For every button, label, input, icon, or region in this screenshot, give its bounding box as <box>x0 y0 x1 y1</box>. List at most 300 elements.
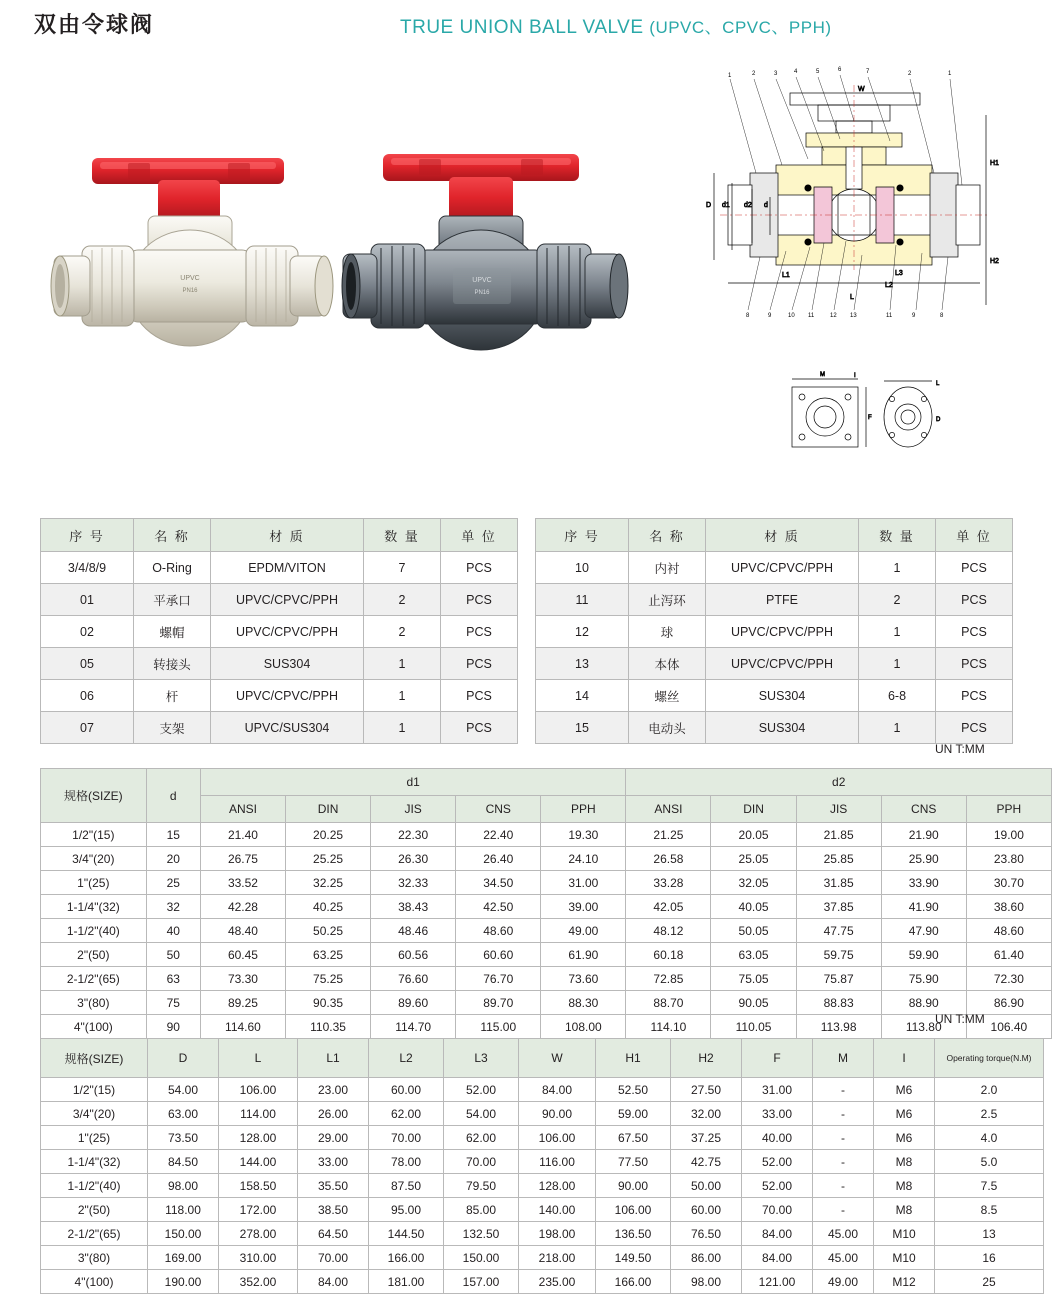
cell-d1-pph: 31.00 <box>541 871 626 895</box>
col-L3: L3 <box>444 1039 519 1078</box>
cell-size: 3/4"(20) <box>41 1102 148 1126</box>
cell-d2-jis: 37.85 <box>796 895 881 919</box>
cell-torque: 4.0 <box>935 1126 1044 1150</box>
svg-text:5: 5 <box>816 69 820 75</box>
cell-no: 12 <box>536 616 629 648</box>
cell-L3: 85.00 <box>444 1198 519 1222</box>
table-row <box>41 871 1052 895</box>
cell-M: 45.00 <box>813 1246 874 1270</box>
cell-unit: PCS <box>936 616 1013 648</box>
cell-d1-ansi: 21.40 <box>200 823 285 847</box>
cell-qty: 1 <box>364 712 441 744</box>
table-row <box>41 919 1052 943</box>
col-d2-pph: PPH <box>966 796 1051 823</box>
cell-H2: 76.50 <box>671 1222 742 1246</box>
col-L1: L1 <box>298 1039 369 1078</box>
cell-d1-din: 40.25 <box>286 895 371 919</box>
table-row <box>41 1015 1052 1039</box>
table-row <box>41 1150 1044 1174</box>
svg-text:1: 1 <box>728 73 732 79</box>
cell-no: 14 <box>536 680 629 712</box>
cell-d2-ansi: 114.10 <box>626 1015 711 1039</box>
cell-I: M10 <box>874 1246 935 1270</box>
table-row <box>41 823 1052 847</box>
dimension-table-main <box>40 1038 1044 1294</box>
cell-M: - <box>813 1198 874 1222</box>
table-row <box>41 847 1052 871</box>
svg-text:H2: H2 <box>990 258 999 265</box>
col-size: 规格(SIZE) <box>41 769 147 823</box>
cell-d2-cns: 75.90 <box>881 967 966 991</box>
cell-L2: 78.00 <box>369 1150 444 1174</box>
cell-d2-din: 63.05 <box>711 943 796 967</box>
col-d1-group: d1 <box>200 769 625 796</box>
cell-L3: 132.50 <box>444 1222 519 1246</box>
cell-M: - <box>813 1126 874 1150</box>
cell-qty: 2 <box>364 584 441 616</box>
sectional-drawing <box>690 55 1020 335</box>
cell-d1-din: 50.25 <box>286 919 371 943</box>
table-header-row <box>41 519 518 552</box>
cell-L3: 62.00 <box>444 1126 519 1150</box>
svg-text:d1: d1 <box>722 202 730 209</box>
cell-torque: 7.5 <box>935 1174 1044 1198</box>
cell-d1-jis: 22.30 <box>371 823 456 847</box>
svg-text:L: L <box>936 381 940 387</box>
cell-d2-din: 20.05 <box>711 823 796 847</box>
cell-D: 150.00 <box>148 1222 219 1246</box>
cell-torque: 2.0 <box>935 1078 1044 1102</box>
cell-d2-pph: 23.80 <box>966 847 1051 871</box>
svg-text:L: L <box>850 294 854 301</box>
cell-name: 支架 <box>134 712 211 744</box>
cell-d2-pph: 19.00 <box>966 823 1051 847</box>
col-d2-cns: CNS <box>881 796 966 823</box>
cell-d1-ansi: 48.40 <box>200 919 285 943</box>
svg-text:1: 1 <box>948 71 952 77</box>
cell-d1-jis: 32.33 <box>371 871 456 895</box>
cell-L3: 150.00 <box>444 1246 519 1270</box>
cell-d1-pph: 88.30 <box>541 991 626 1015</box>
svg-text:6: 6 <box>838 67 842 73</box>
cell-d1-pph: 61.90 <box>541 943 626 967</box>
cell-d2-ansi: 21.25 <box>626 823 711 847</box>
cell-H1: 90.00 <box>596 1174 671 1198</box>
cell-d1-din: 110.35 <box>286 1015 371 1039</box>
cell-d2-jis: 25.85 <box>796 847 881 871</box>
cell-unit: PCS <box>936 712 1013 744</box>
svg-text:L2: L2 <box>885 282 893 289</box>
unit-note-2: UN T:MM <box>935 1012 985 1026</box>
cell-name: 平承口 <box>134 584 211 616</box>
cell-qty: 1 <box>364 648 441 680</box>
cell-I: M8 <box>874 1174 935 1198</box>
cell-D: 73.50 <box>148 1126 219 1150</box>
cell-d1-jis: 38.43 <box>371 895 456 919</box>
cell-d1-pph: 108.00 <box>541 1015 626 1039</box>
cell-M: - <box>813 1150 874 1174</box>
cell-L2: 95.00 <box>369 1198 444 1222</box>
cell-L: 352.00 <box>219 1270 298 1294</box>
col-d: d <box>146 769 200 823</box>
table-row <box>41 616 518 648</box>
svg-text:13: 13 <box>850 313 857 319</box>
cell-torque: 2.5 <box>935 1102 1044 1126</box>
svg-text:D: D <box>936 417 941 423</box>
table-row <box>41 1174 1044 1198</box>
svg-text:8: 8 <box>940 313 944 319</box>
cell-L3: 79.50 <box>444 1174 519 1198</box>
cell-H1: 67.50 <box>596 1126 671 1150</box>
cell-W: 198.00 <box>519 1222 596 1246</box>
cell-d1-cns: 42.50 <box>456 895 541 919</box>
col-H2: H2 <box>671 1039 742 1078</box>
cell-M: - <box>813 1078 874 1102</box>
cell-I: M8 <box>874 1198 935 1222</box>
col-d2-jis: JIS <box>796 796 881 823</box>
cell-d: 15 <box>146 823 200 847</box>
cell-size: 1-1/2"(40) <box>41 919 147 943</box>
svg-text:M: M <box>820 372 825 378</box>
page-title-en-main: TRUE UNION BALL VALVE <box>400 17 644 38</box>
cell-H2: 98.00 <box>671 1270 742 1294</box>
col-torque: Operating torque(N.M) <box>935 1039 1044 1078</box>
svg-text:UPVC: UPVC <box>472 277 492 284</box>
cell-L: 310.00 <box>219 1246 298 1270</box>
cell-material: UPVC/CPVC/PPH <box>706 552 859 584</box>
cell-d2-jis: 88.83 <box>796 991 881 1015</box>
cell-size: 1"(25) <box>41 871 147 895</box>
cell-size: 1-1/4"(32) <box>41 895 147 919</box>
cell-qty: 1 <box>859 712 936 744</box>
cell-I: M8 <box>874 1150 935 1174</box>
cell-F: 52.00 <box>742 1150 813 1174</box>
cell-d2-ansi: 60.18 <box>626 943 711 967</box>
cell-unit: PCS <box>936 552 1013 584</box>
svg-text:PN16: PN16 <box>182 288 198 294</box>
cell-L1: 64.50 <box>298 1222 369 1246</box>
cell-d1-cns: 34.50 <box>456 871 541 895</box>
cell-material: PTFE <box>706 584 859 616</box>
cell-H1: 136.50 <box>596 1222 671 1246</box>
cell-qty: 2 <box>364 616 441 648</box>
cell-F: 70.00 <box>742 1198 813 1222</box>
cell-F: 33.00 <box>742 1102 813 1126</box>
cell-d2-pph: 48.60 <box>966 919 1051 943</box>
cell-F: 121.00 <box>742 1270 813 1294</box>
svg-text:UPVC: UPVC <box>180 275 200 282</box>
cell-L1: 29.00 <box>298 1126 369 1150</box>
cell-W: 128.00 <box>519 1174 596 1198</box>
cell-material: SUS304 <box>211 648 364 680</box>
cell-L1: 38.50 <box>298 1198 369 1222</box>
col-name: 名 称 <box>629 519 706 552</box>
cell-M: - <box>813 1102 874 1126</box>
col-F: F <box>742 1039 813 1078</box>
cell-M: 49.00 <box>813 1270 874 1294</box>
cell-material: UPVC/CPVC/PPH <box>211 616 364 648</box>
cell-qty: 2 <box>859 584 936 616</box>
cell-size: 1-1/4"(32) <box>41 1150 148 1174</box>
col-W: W <box>519 1039 596 1078</box>
cell-d2-cns: 47.90 <box>881 919 966 943</box>
table-row <box>41 712 518 744</box>
valve-body-white <box>51 216 333 346</box>
cell-H2: 37.25 <box>671 1126 742 1150</box>
parts-table-right <box>535 518 1013 744</box>
cell-F: 40.00 <box>742 1126 813 1150</box>
cell-d2-pph: 106.40 <box>966 1015 1051 1039</box>
table-header-row-group <box>41 769 1052 796</box>
cell-d1-din: 20.25 <box>286 823 371 847</box>
cell-H2: 27.50 <box>671 1078 742 1102</box>
cell-L: 158.50 <box>219 1174 298 1198</box>
col-size: 规格(SIZE) <box>41 1039 148 1078</box>
cell-unit: PCS <box>441 584 518 616</box>
cell-D: 54.00 <box>148 1078 219 1102</box>
cell-W: 116.00 <box>519 1150 596 1174</box>
cell-unit: PCS <box>441 616 518 648</box>
cell-M: - <box>813 1174 874 1198</box>
photo-grey-valve <box>335 120 655 390</box>
cell-H1: 52.50 <box>596 1078 671 1102</box>
cell-d1-ansi: 60.45 <box>200 943 285 967</box>
cell-d2-din: 25.05 <box>711 847 796 871</box>
cell-d2-ansi: 48.12 <box>626 919 711 943</box>
cell-d2-jis: 47.75 <box>796 919 881 943</box>
cell-no: 11 <box>536 584 629 616</box>
cell-no: 13 <box>536 648 629 680</box>
cell-I: M6 <box>874 1102 935 1126</box>
col-I: I <box>874 1039 935 1078</box>
cell-no: 05 <box>41 648 134 680</box>
cell-qty: 6-8 <box>859 680 936 712</box>
cell-size: 2"(50) <box>41 1198 148 1222</box>
svg-text:2: 2 <box>908 71 912 77</box>
cell-d2-cns: 33.90 <box>881 871 966 895</box>
cell-d2-din: 50.05 <box>711 919 796 943</box>
cell-unit: PCS <box>441 552 518 584</box>
cell-d1-pph: 73.60 <box>541 967 626 991</box>
svg-text:W: W <box>858 86 865 93</box>
svg-text:L1: L1 <box>782 272 790 279</box>
cell-name: 螺帽 <box>134 616 211 648</box>
product-photos <box>40 110 640 390</box>
col-unit: 单 位 <box>936 519 1013 552</box>
cell-W: 106.00 <box>519 1126 596 1150</box>
cell-L: 106.00 <box>219 1078 298 1102</box>
cell-W: 140.00 <box>519 1198 596 1222</box>
cell-name: O-Ring <box>134 552 211 584</box>
svg-text:H1: H1 <box>990 160 999 167</box>
cell-F: 84.00 <box>742 1246 813 1270</box>
cell-d2-pph: 30.70 <box>966 871 1051 895</box>
cell-name: 电动头 <box>629 712 706 744</box>
cell-d2-pph: 86.90 <box>966 991 1051 1015</box>
cell-L: 172.00 <box>219 1198 298 1222</box>
cell-name: 止泻环 <box>629 584 706 616</box>
svg-text:3: 3 <box>774 71 778 77</box>
cell-d: 40 <box>146 919 200 943</box>
table-row <box>536 584 1013 616</box>
cell-name: 本体 <box>629 648 706 680</box>
col-qty: 数 量 <box>859 519 936 552</box>
cell-no: 10 <box>536 552 629 584</box>
cell-no: 06 <box>41 680 134 712</box>
cell-torque: 25 <box>935 1270 1044 1294</box>
svg-text:4: 4 <box>794 69 798 75</box>
cell-d2-ansi: 33.28 <box>626 871 711 895</box>
cell-size: 1-1/2"(40) <box>41 1174 148 1198</box>
cell-L3: 157.00 <box>444 1270 519 1294</box>
table-row <box>41 943 1052 967</box>
col-d2-din: DIN <box>711 796 796 823</box>
cell-d1-pph: 24.10 <box>541 847 626 871</box>
cell-d1-jis: 114.70 <box>371 1015 456 1039</box>
table-row <box>41 552 518 584</box>
table-row <box>41 680 518 712</box>
col-d2-ansi: ANSI <box>626 796 711 823</box>
svg-text:d: d <box>764 202 768 209</box>
valve-body-grey <box>342 216 628 350</box>
unit-note-1: UN T:MM <box>935 742 985 756</box>
table-row <box>41 991 1052 1015</box>
cell-material: UPVC/CPVC/PPH <box>706 648 859 680</box>
cell-d1-ansi: 73.30 <box>200 967 285 991</box>
cell-unit: PCS <box>441 680 518 712</box>
cell-I: M6 <box>874 1078 935 1102</box>
cell-d2-din: 75.05 <box>711 967 796 991</box>
cell-d1-din: 25.25 <box>286 847 371 871</box>
col-qty: 数 量 <box>364 519 441 552</box>
cell-L3: 54.00 <box>444 1102 519 1126</box>
cell-d1-ansi: 33.52 <box>200 871 285 895</box>
cell-L2: 144.50 <box>369 1222 444 1246</box>
cell-no: 02 <box>41 616 134 648</box>
cell-no: 01 <box>41 584 134 616</box>
cell-M: 45.00 <box>813 1222 874 1246</box>
cell-H2: 32.00 <box>671 1102 742 1126</box>
cell-D: 63.00 <box>148 1102 219 1126</box>
photo-white-valve <box>40 120 360 390</box>
cell-H1: 59.00 <box>596 1102 671 1126</box>
cell-d2-din: 110.05 <box>711 1015 796 1039</box>
table-row <box>536 552 1013 584</box>
cell-d2-din: 40.05 <box>711 895 796 919</box>
table-row <box>41 967 1052 991</box>
cell-name: 内衬 <box>629 552 706 584</box>
table-header-row <box>41 1039 1044 1078</box>
cell-d1-cns: 48.60 <box>456 919 541 943</box>
cell-d: 20 <box>146 847 200 871</box>
cell-d1-ansi: 89.25 <box>200 991 285 1015</box>
cell-d1-jis: 89.60 <box>371 991 456 1015</box>
col-L: L <box>219 1039 298 1078</box>
cell-d1-cns: 76.70 <box>456 967 541 991</box>
cell-D: 118.00 <box>148 1198 219 1222</box>
cell-qty: 1 <box>859 648 936 680</box>
cell-d2-jis: 59.75 <box>796 943 881 967</box>
cell-d2-cns: 21.90 <box>881 823 966 847</box>
col-d1-din: DIN <box>286 796 371 823</box>
cell-size: 3/4"(20) <box>41 847 147 871</box>
cell-W: 90.00 <box>519 1102 596 1126</box>
cell-d2-pph: 61.40 <box>966 943 1051 967</box>
cell-unit: PCS <box>936 648 1013 680</box>
cell-L2: 166.00 <box>369 1246 444 1270</box>
cell-torque: 13 <box>935 1222 1044 1246</box>
cell-d2-jis: 21.85 <box>796 823 881 847</box>
svg-text:9: 9 <box>768 313 772 319</box>
cell-size: 1/2"(15) <box>41 1078 148 1102</box>
svg-text:7: 7 <box>866 69 870 75</box>
cell-no: 15 <box>536 712 629 744</box>
cell-L2: 181.00 <box>369 1270 444 1294</box>
svg-text:10: 10 <box>788 313 795 319</box>
svg-text:L3: L3 <box>895 270 903 277</box>
cell-d2-ansi: 42.05 <box>626 895 711 919</box>
cell-H2: 42.75 <box>671 1150 742 1174</box>
cell-d: 32 <box>146 895 200 919</box>
cell-d2-cns: 25.90 <box>881 847 966 871</box>
col-unit: 单 位 <box>441 519 518 552</box>
cell-L2: 62.00 <box>369 1102 444 1126</box>
cell-d1-jis: 48.46 <box>371 919 456 943</box>
cell-d: 90 <box>146 1015 200 1039</box>
cell-F: 31.00 <box>742 1078 813 1102</box>
svg-text:2: 2 <box>752 71 756 77</box>
cell-D: 169.00 <box>148 1246 219 1270</box>
cell-d1-din: 75.25 <box>286 967 371 991</box>
cell-d1-din: 32.25 <box>286 871 371 895</box>
col-material: 材 质 <box>211 519 364 552</box>
cell-torque: 16 <box>935 1246 1044 1270</box>
cell-unit: PCS <box>441 712 518 744</box>
col-D: D <box>148 1039 219 1078</box>
col-L2: L2 <box>369 1039 444 1078</box>
table-row <box>41 1270 1044 1294</box>
cell-d1-cns: 115.00 <box>456 1015 541 1039</box>
cell-d: 75 <box>146 991 200 1015</box>
cell-d1-ansi: 114.60 <box>200 1015 285 1039</box>
table-row <box>41 648 518 680</box>
cell-L1: 23.00 <box>298 1078 369 1102</box>
cell-d: 25 <box>146 871 200 895</box>
cell-size: 1"(25) <box>41 1126 148 1150</box>
cell-d2-ansi: 26.58 <box>626 847 711 871</box>
table-row <box>536 712 1013 744</box>
cell-d2-pph: 38.60 <box>966 895 1051 919</box>
cell-d1-pph: 39.00 <box>541 895 626 919</box>
cell-d2-jis: 113.98 <box>796 1015 881 1039</box>
cell-H1: 106.00 <box>596 1198 671 1222</box>
cell-material: UPVC/CPVC/PPH <box>211 584 364 616</box>
cell-L3: 52.00 <box>444 1078 519 1102</box>
cell-d2-ansi: 88.70 <box>626 991 711 1015</box>
svg-text:8: 8 <box>746 313 750 319</box>
cell-size: 2"(50) <box>41 943 147 967</box>
cell-qty: 1 <box>859 552 936 584</box>
cell-d1-jis: 60.56 <box>371 943 456 967</box>
col-d1-ansi: ANSI <box>200 796 285 823</box>
dimension-table-d1-d2 <box>40 768 1052 1039</box>
table-row <box>41 1126 1044 1150</box>
cell-H1: 149.50 <box>596 1246 671 1270</box>
cell-d1-jis: 26.30 <box>371 847 456 871</box>
cell-d1-cns: 89.70 <box>456 991 541 1015</box>
cell-I: M12 <box>874 1270 935 1294</box>
cell-material: UPVC/CPVC/PPH <box>706 616 859 648</box>
